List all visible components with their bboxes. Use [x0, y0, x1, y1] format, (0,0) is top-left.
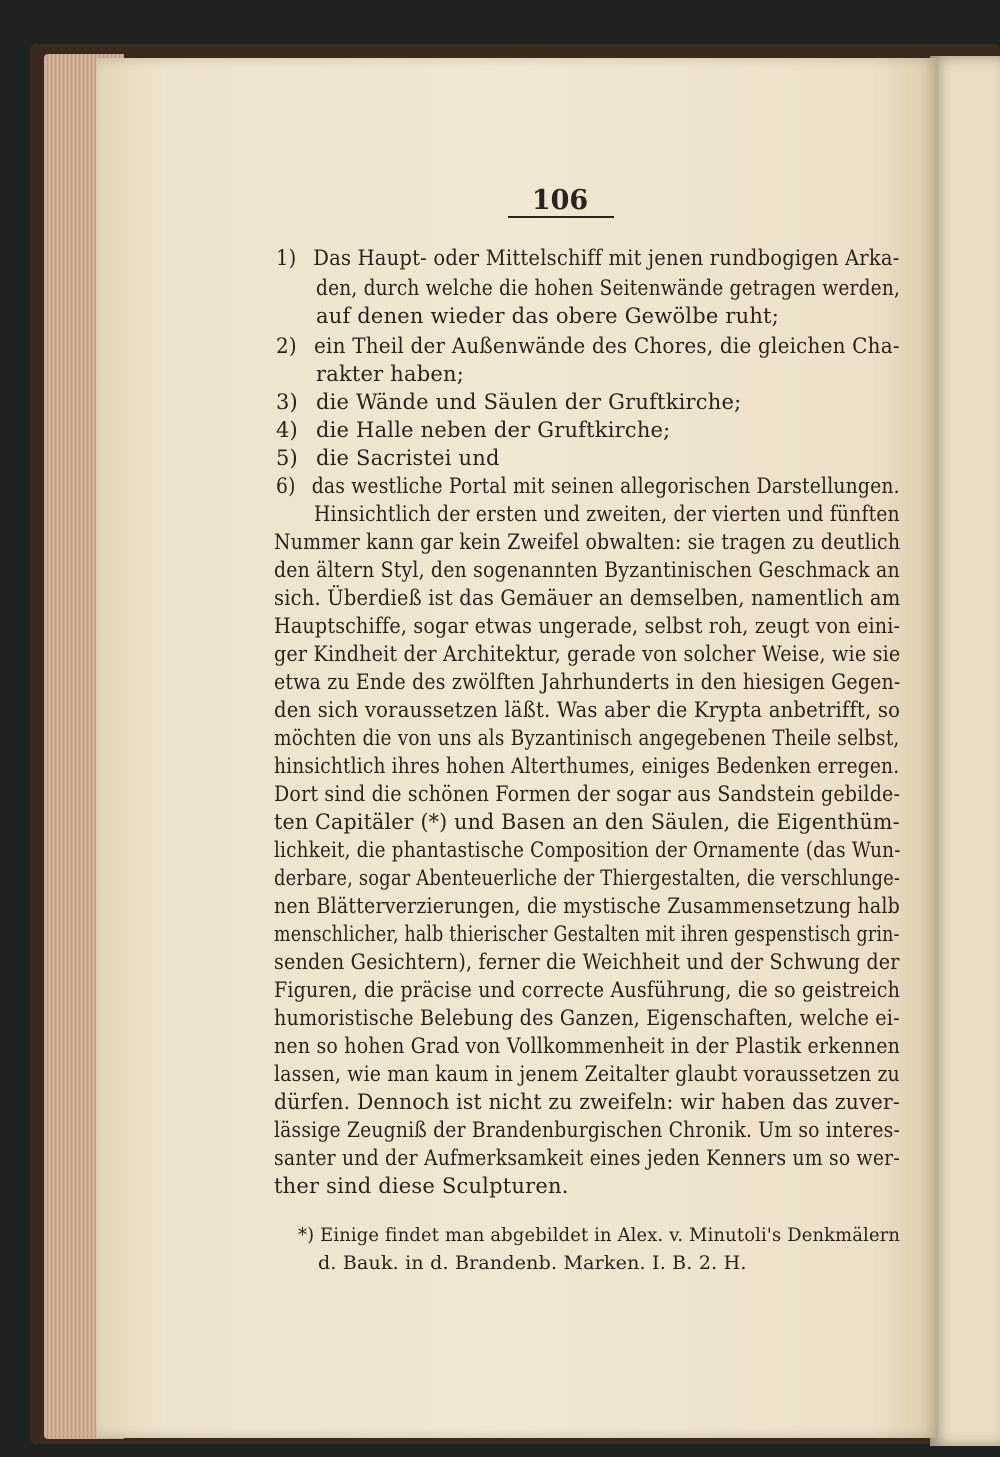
- list-text: die Sacristei und: [316, 446, 500, 470]
- list-number: 5): [276, 446, 298, 470]
- paragraph-line: ther sind diese Sculpturen.: [274, 1174, 569, 1198]
- paragraph-line: humoristische Belebung des Ganzen, Eigenschaften, welche ei-: [274, 1006, 900, 1030]
- list-item: [276, 471, 900, 501]
- paragraph-line: Dort sind die schönen Formen der sogar aus Sandstein gebilde-: [274, 782, 901, 806]
- paragraph-line: Hauptschiffe, sogar etwas ungerade, selbst roh, zeugt von eini-: [274, 614, 901, 638]
- list-item: [276, 243, 900, 273]
- list-item: [276, 387, 741, 417]
- paragraph-line: den sich voraussetzen läßt. Was aber die Krypta anbetrifft, so: [274, 698, 901, 722]
- list-text: die Halle neben der Gruftkirche;: [316, 418, 671, 442]
- facing-page: [930, 56, 1000, 1446]
- paragraph-line: lässige Zeugniß der Brandenburgischen Chronik. Um so interes-: [274, 1118, 900, 1142]
- paragraph-line: den ältern Styl, den sogenannten Byzantinischen Geschmack an: [274, 558, 900, 582]
- list-text: das westliche Portal mit seinen allegorischen Darstellungen.: [311, 474, 900, 498]
- page-number-rule: [508, 216, 614, 218]
- list-text: auf denen wieder das obere Gewölbe ruht;: [316, 304, 779, 328]
- list-text: die Wände und Säulen der Gruftkirche;: [316, 390, 742, 414]
- footnote-line: *) Einige findet man abgebildet in Alex. v. Minutoli's Denkmälern: [298, 1224, 901, 1246]
- list-number: 1): [276, 246, 297, 270]
- paragraph-line: menschlicher, halb thierischer Gestalten mit ihren gespenstisch grin-: [274, 922, 900, 946]
- paragraph-line: lassen, wie man kaum in jenem Zeitalter glaubt voraussetzen zu: [274, 1062, 900, 1086]
- list-text: rakter haben;: [316, 362, 464, 386]
- list-number: 4): [276, 418, 298, 442]
- list-item: [276, 331, 900, 361]
- list-item: [276, 443, 500, 473]
- list-number: 3): [276, 390, 298, 414]
- page-number: 106: [531, 185, 589, 216]
- paragraph-line: nen so hohen Grad von Vollkommenheit in der Plastik erkennen: [274, 1034, 901, 1058]
- list-item: [276, 415, 670, 445]
- paragraph-line: möchten die von uns als Byzantinisch angegebenen Theile selbst,: [274, 726, 900, 750]
- list-number: 6): [276, 474, 296, 498]
- paragraph-line: derbare, sogar Abenteuerliche der Thiergestalten, die verschlunge-: [274, 866, 901, 890]
- paragraph-line: ger Kindheit der Architektur, gerade von solcher Weise, wie sie: [274, 642, 901, 666]
- paragraph-line: ten Capitäler (*) und Basen an den Säulen, die Eigenthüm-: [274, 810, 900, 834]
- paragraph-line: nen Blätterverzierungen, die mystische Zusammensetzung halb: [274, 894, 901, 918]
- paragraph-line: sich. Überdieß ist das Gemäuer an demselben, namentlich am: [274, 586, 901, 610]
- paragraph-line: Hinsichtlich der ersten und zweiten, der vierten und fünften: [314, 502, 900, 526]
- paragraph-line: dürfen. Dennoch ist nicht zu zweifeln: wir haben das zuver-: [274, 1090, 900, 1114]
- footnote-line: d. Bauk. in d. Brandenb. Marken. I. B. 2. H.: [318, 1252, 747, 1274]
- list-number: 2): [276, 334, 297, 358]
- paragraph-line: senden Gesichtern), ferner die Weichheit und der Schwung der: [274, 950, 900, 974]
- list-text: den, durch welche die hohen Seitenwände getragen werden,: [316, 276, 901, 300]
- list-text: Das Haupt- oder Mittelschiff mit jenen rundbogigen Arka-: [313, 246, 900, 270]
- paragraph-line: Nummer kann gar kein Zweifel obwalten: sie tragen zu deutlich: [274, 530, 901, 554]
- paragraph-line: hinsichtlich ihres hohen Alterthumes, einiges Bedenken erregen.: [274, 754, 900, 778]
- paragraph-line: Figuren, die präcise und correcte Ausführung, die so geistreich: [274, 978, 901, 1002]
- list-text: ein Theil der Außenwände des Chores, die gleichen Cha-: [314, 334, 900, 358]
- paragraph-line: lichkeit, die phantastische Composition der Ornamente (das Wun-: [274, 838, 901, 862]
- paragraph-line: etwa zu Ende des zwölften Jahrhunderts in den hiesigen Gegen-: [274, 670, 901, 694]
- paragraph-line: santer und der Aufmerksamkeit eines jeden Kenners um so wer-: [274, 1146, 900, 1170]
